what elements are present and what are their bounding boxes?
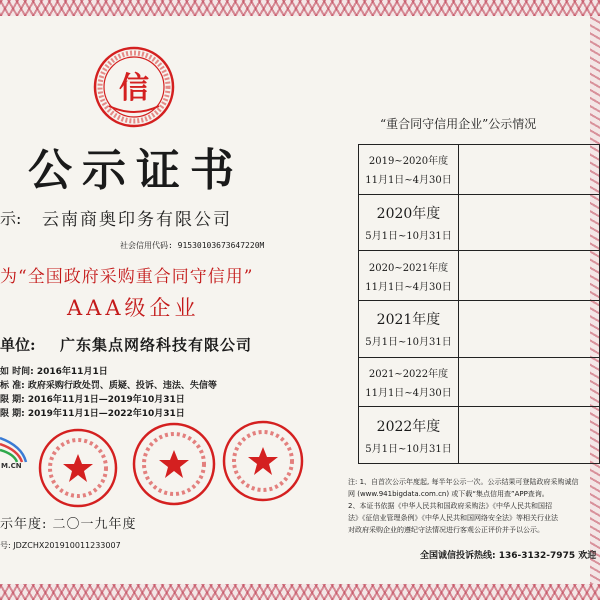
honor-title: 为“全国政府采购重合同守信用” xyxy=(0,267,254,287)
publicity-date-range: 11月1日~4月30日 xyxy=(365,175,452,187)
publicity-period-cell xyxy=(359,357,459,407)
publicity-row xyxy=(359,251,600,301)
publicity-row xyxy=(359,407,600,464)
publicity-table xyxy=(358,144,600,464)
publicity-date-range: 5月1日~10月31日 xyxy=(365,337,452,349)
note-line: 注: 1、自首次公示年度起, 每半年公示一次。公示结果可登陆政府采购诚信 xyxy=(348,478,579,486)
publicity-year-label: 2020年度 xyxy=(376,205,441,222)
publicity-result-cell xyxy=(459,251,600,301)
certification-seal-icon xyxy=(93,46,175,128)
info-line: 如 时间: 2016年11月1日 xyxy=(0,367,108,377)
publicity-year-label: 2019~2020年度 xyxy=(368,156,449,168)
publicity-date-range: 11月1日~4月30日 xyxy=(365,387,452,399)
decorative-border-top xyxy=(0,0,600,16)
recipient-prefix: 示: xyxy=(0,209,22,228)
red-seal-icon xyxy=(130,420,218,508)
seal-center-text: 信 xyxy=(119,71,149,106)
notes-block xyxy=(348,476,600,536)
issuing-unit-label: 单位: xyxy=(0,336,36,354)
info-line: 标 准: 政府采购行政处罚、质疑、投诉、违法、失信等 xyxy=(0,381,217,391)
publicity-result-cell xyxy=(459,407,600,464)
organization-logo-icon xyxy=(0,432,30,488)
note-line: 网 (www.941bigdata.com.cn) 或下载“集点信用查”APP查询。 xyxy=(348,490,549,498)
note-line: 法》《征信业管理条例》《中华人民共和国网络安全法》等相关行业法 xyxy=(348,514,558,522)
certificate-number: 号: JDZCHX201910011233007 xyxy=(0,541,121,550)
grade-level: AAA级企业 xyxy=(67,296,200,320)
certificate-title: 公示证书 xyxy=(28,145,244,196)
red-seal-icon xyxy=(220,418,306,504)
publicity-date-range: 5月1日~10月31日 xyxy=(365,230,452,242)
recipient-name: 云南商奥印务有限公司 xyxy=(42,210,232,230)
publicity-result-cell xyxy=(459,357,600,407)
publicity-period-cell xyxy=(359,145,459,195)
publicity-period-cell xyxy=(359,251,459,301)
publicity-heading: “重合同守信用企业”公示情况 xyxy=(380,117,537,131)
publicity-date-range: 11月1日~4月30日 xyxy=(365,281,452,293)
publicity-date-range: 5月1日~10月31日 xyxy=(365,443,452,455)
issuing-unit-name: 广东集点网络科技有限公司 xyxy=(60,336,253,354)
credit-code: 社会信用代码: 91530103673647220M xyxy=(120,241,265,250)
publicity-year-label: 2022年度 xyxy=(376,418,441,435)
publicity-year-label: 2020~2021年度 xyxy=(368,262,449,274)
publicity-row xyxy=(359,300,600,357)
publicity-result-cell xyxy=(459,194,600,251)
publicity-year: 示年度: 二〇一九年度 xyxy=(0,517,137,532)
logo-text: M.CN xyxy=(1,462,22,470)
publicity-result-cell xyxy=(459,300,600,357)
publicity-year-label: 2021~2022年度 xyxy=(368,368,449,380)
publicity-row xyxy=(359,357,600,407)
note-line: 2、本证书依据《中华人民共和国政府采购法》《中华人民共和国招 xyxy=(348,502,552,510)
publicity-period-cell xyxy=(359,300,459,357)
decorative-border-bottom xyxy=(0,584,600,600)
publicity-result-cell xyxy=(459,145,600,195)
publicity-period-cell xyxy=(359,194,459,251)
info-line: 限 期: 2019年11月1日—2022年10月31日 xyxy=(0,409,185,419)
publicity-year-label: 2021年度 xyxy=(376,312,441,329)
publicity-row xyxy=(359,145,600,195)
complaint-hotline: 全国诚信投诉热线: 136-3132-7975 欢迎 xyxy=(420,551,597,561)
info-line: 限 期: 2016年11月1日—2019年10月31日 xyxy=(0,395,185,405)
note-line: 对政府采购企业的遵纪守法情况进行客观公正评价并予以公示。 xyxy=(348,526,544,534)
red-seal-icon xyxy=(36,426,120,510)
publicity-row xyxy=(359,194,600,251)
publicity-period-cell xyxy=(359,407,459,464)
